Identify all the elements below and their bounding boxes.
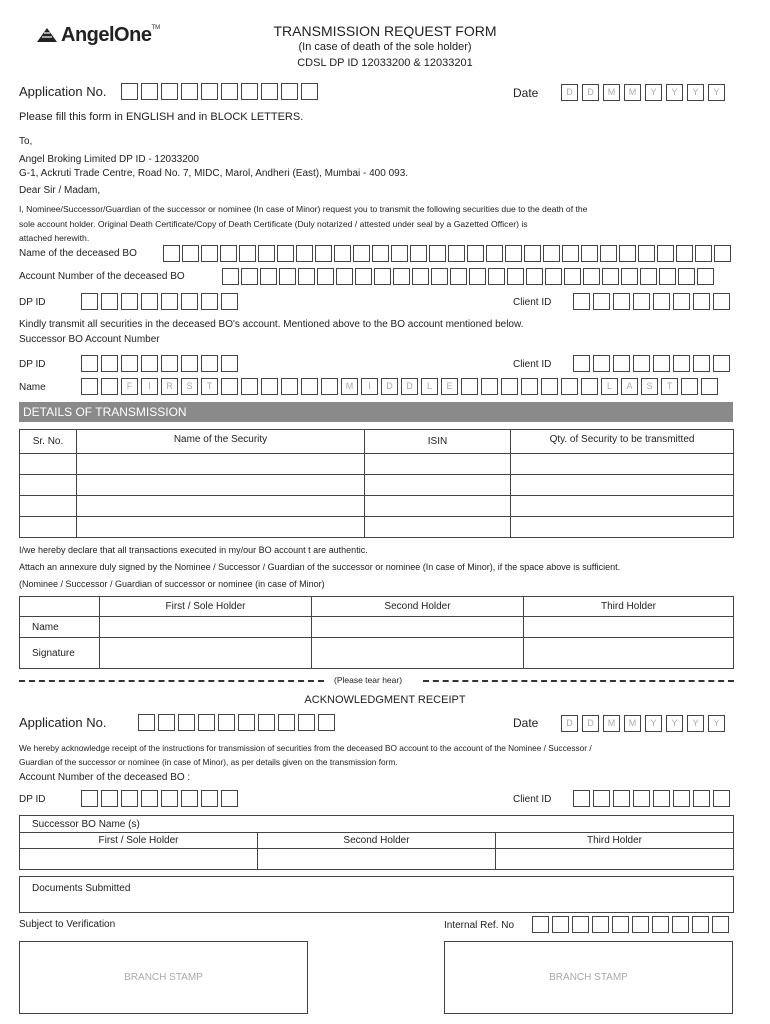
table-cell[interactable] xyxy=(365,454,511,475)
char-box[interactable] xyxy=(101,355,118,372)
ack-title: ACKNOWLEDGMENT RECEIPT xyxy=(304,694,466,706)
char-box[interactable] xyxy=(278,714,295,731)
char-box[interactable] xyxy=(161,293,178,310)
dpid-boxes-2[interactable] xyxy=(81,355,241,372)
col-qty: Qty. of Security to be transmitted xyxy=(511,430,734,454)
holder-signature-cell[interactable] xyxy=(524,638,734,669)
char-box[interactable] xyxy=(222,268,239,285)
char-box[interactable] xyxy=(633,790,650,807)
char-box[interactable] xyxy=(613,790,630,807)
holder-name-cell[interactable] xyxy=(524,617,734,638)
char-box[interactable] xyxy=(561,378,578,395)
char-box[interactable] xyxy=(121,355,138,372)
table-cell[interactable] xyxy=(77,475,365,496)
internal-ref-boxes[interactable] xyxy=(532,916,732,933)
logo-text: AngelOne xyxy=(61,23,152,46)
char-box[interactable] xyxy=(701,378,718,395)
client-id-label-1: Client ID xyxy=(513,297,552,308)
char-box[interactable] xyxy=(221,355,238,372)
holders-corner-cell xyxy=(20,597,100,617)
char-box[interactable] xyxy=(353,245,370,262)
char-box[interactable] xyxy=(676,245,693,262)
char-box[interactable] xyxy=(429,245,446,262)
branch-stamp-left-label: BRANCH STAMP xyxy=(124,972,203,983)
char-box[interactable] xyxy=(241,268,258,285)
char-box[interactable] xyxy=(695,245,712,262)
char-box[interactable] xyxy=(431,268,448,285)
char-box[interactable]: D xyxy=(401,378,418,395)
transmission-section-title: DETAILS OF TRANSMISSION xyxy=(23,405,187,419)
char-box[interactable]: M xyxy=(624,715,641,732)
char-box[interactable] xyxy=(633,355,650,372)
char-box[interactable] xyxy=(526,268,543,285)
char-box[interactable] xyxy=(201,293,218,310)
char-box[interactable]: A xyxy=(621,378,638,395)
char-box[interactable] xyxy=(505,245,522,262)
table-cell[interactable] xyxy=(20,496,77,517)
char-box[interactable] xyxy=(281,83,298,100)
char-box[interactable] xyxy=(161,790,178,807)
char-box[interactable] xyxy=(81,378,98,395)
char-box[interactable]: T xyxy=(661,378,678,395)
char-box[interactable] xyxy=(277,245,294,262)
char-box[interactable] xyxy=(541,378,558,395)
char-box[interactable] xyxy=(201,355,218,372)
char-box[interactable] xyxy=(697,268,714,285)
char-box[interactable] xyxy=(201,790,218,807)
char-box[interactable] xyxy=(673,790,690,807)
date-boxes[interactable] xyxy=(561,84,729,101)
char-box[interactable] xyxy=(241,378,258,395)
dpid-label-2: DP ID xyxy=(19,359,46,370)
ack-application-label: Application No. xyxy=(19,715,107,730)
char-box[interactable] xyxy=(81,790,98,807)
application-label: Application No. xyxy=(19,84,107,99)
deceased-name-boxes[interactable] xyxy=(163,245,733,262)
char-box[interactable] xyxy=(581,378,598,395)
char-box[interactable] xyxy=(673,293,690,310)
table-cell[interactable] xyxy=(511,454,734,475)
char-box[interactable] xyxy=(301,378,318,395)
successor-names-label: Successor BO Name (s) xyxy=(20,816,734,833)
char-box[interactable] xyxy=(181,293,198,310)
char-box[interactable] xyxy=(469,268,486,285)
char-box[interactable] xyxy=(412,268,429,285)
char-box[interactable] xyxy=(298,714,315,731)
salutation: Dear Sir / Madam, xyxy=(19,185,101,196)
char-box[interactable] xyxy=(141,790,158,807)
tear-label: (Please tear hear) xyxy=(334,675,403,685)
holder-signature-cell[interactable] xyxy=(312,638,524,669)
successor-name-cell[interactable] xyxy=(496,849,734,870)
char-box[interactable] xyxy=(678,268,695,285)
transmit-text: Kindly transmit all securities in the deceased BO's account. Mentioned above to the BO account mentioned below. xyxy=(19,319,524,330)
char-box[interactable] xyxy=(318,714,335,731)
char-box[interactable] xyxy=(450,268,467,285)
char-box[interactable] xyxy=(281,378,298,395)
table-row[interactable] xyxy=(20,475,734,496)
char-box[interactable] xyxy=(393,268,410,285)
char-box[interactable] xyxy=(486,245,503,262)
char-box[interactable]: M xyxy=(624,84,641,101)
row-label-signature: Signature xyxy=(20,638,100,669)
char-box[interactable] xyxy=(121,293,138,310)
ack-text-2: Guardian of the successor or nominee (in case of Minor), as per details given on the transmission form. xyxy=(19,757,398,767)
char-box[interactable] xyxy=(261,83,278,100)
char-box[interactable]: Y xyxy=(645,84,662,101)
char-box[interactable]: L xyxy=(601,378,618,395)
char-box[interactable]: Y xyxy=(666,715,683,732)
char-box[interactable] xyxy=(258,245,275,262)
ack-date-boxes[interactable] xyxy=(561,715,729,732)
char-box[interactable] xyxy=(121,790,138,807)
char-box[interactable] xyxy=(161,83,178,100)
char-box[interactable] xyxy=(101,293,118,310)
ack-dpid-boxes[interactable] xyxy=(81,790,241,807)
char-box[interactable] xyxy=(81,293,98,310)
request-text-2: sole account holder. Original Death Certificate/Copy of Death Certificate (Duly notarized / attested under seal by a Gazetted Officer) is xyxy=(19,219,528,229)
char-box[interactable] xyxy=(336,268,353,285)
char-box[interactable]: F xyxy=(121,378,138,395)
char-box[interactable] xyxy=(543,245,560,262)
subject-verification-label: Subject to Verification xyxy=(19,919,116,930)
dpid-label-1: DP ID xyxy=(19,297,46,308)
char-box[interactable] xyxy=(258,714,275,731)
char-box[interactable]: M xyxy=(603,84,620,101)
dpid-boxes-1[interactable] xyxy=(81,293,241,310)
ack-date-label: Date xyxy=(513,716,539,730)
holder-signature-cell[interactable] xyxy=(100,638,312,669)
documents-submitted-label: Documents Submitted xyxy=(32,883,131,894)
char-box[interactable] xyxy=(221,83,238,100)
char-box[interactable] xyxy=(141,355,158,372)
char-box[interactable] xyxy=(672,916,689,933)
transmission-section-header xyxy=(19,402,733,422)
table-cell[interactable] xyxy=(365,496,511,517)
char-box[interactable]: T xyxy=(201,378,218,395)
char-box[interactable]: R xyxy=(161,378,178,395)
char-box[interactable] xyxy=(201,83,218,100)
address-line-1: Angel Broking Limited DP ID - 12033200 xyxy=(19,154,199,165)
tear-line-left xyxy=(19,680,324,682)
char-box[interactable]: M xyxy=(603,715,620,732)
char-box[interactable] xyxy=(461,378,478,395)
ack-client-id-boxes[interactable] xyxy=(573,790,733,807)
char-box[interactable]: D xyxy=(582,715,599,732)
documents-submitted-box[interactable] xyxy=(19,876,734,913)
table-cell[interactable] xyxy=(20,454,77,475)
ack-application-boxes[interactable] xyxy=(138,714,338,731)
char-box[interactable] xyxy=(713,293,730,310)
char-box[interactable] xyxy=(241,83,258,100)
char-box[interactable] xyxy=(260,268,277,285)
char-box[interactable] xyxy=(693,293,710,310)
char-box[interactable] xyxy=(713,790,730,807)
form-title: TRANSMISSION REQUEST FORM xyxy=(273,23,497,39)
char-box[interactable] xyxy=(488,268,505,285)
char-box[interactable] xyxy=(572,916,589,933)
row-label-name: Name xyxy=(20,617,100,638)
branch-stamp-left xyxy=(19,941,308,1014)
char-box[interactable]: S xyxy=(641,378,658,395)
char-box[interactable]: Y xyxy=(687,715,704,732)
branch-stamp-right-label: BRANCH STAMP xyxy=(549,972,628,983)
char-box[interactable] xyxy=(161,355,178,372)
declaration-line-3: (Nominee / Successor / Guardian of successor or nominee (in case of Minor) xyxy=(19,579,325,589)
char-box[interactable]: Y xyxy=(666,84,683,101)
char-box[interactable] xyxy=(141,83,158,100)
char-box[interactable] xyxy=(714,245,731,262)
char-box[interactable] xyxy=(481,378,498,395)
char-box[interactable] xyxy=(600,245,617,262)
char-box[interactable]: L xyxy=(421,378,438,395)
client-id-boxes-2[interactable] xyxy=(573,355,733,372)
char-box[interactable] xyxy=(693,355,710,372)
table-row[interactable] xyxy=(20,454,734,475)
char-box[interactable] xyxy=(621,268,638,285)
table-cell[interactable] xyxy=(20,517,77,538)
client-id-boxes-1[interactable] xyxy=(573,293,733,310)
char-box[interactable] xyxy=(532,916,549,933)
char-box[interactable] xyxy=(602,268,619,285)
holder-name-cell[interactable] xyxy=(100,617,312,638)
ack-text-1: We hereby acknowledge receipt of the instructions for transmission of securities from the deceased BO account to the account of the Nominee / Successor / xyxy=(19,743,592,753)
char-box[interactable] xyxy=(301,83,318,100)
transmission-table xyxy=(19,429,734,538)
char-box[interactable] xyxy=(653,355,670,372)
char-box[interactable]: M xyxy=(341,378,358,395)
char-box[interactable] xyxy=(138,714,155,731)
char-box[interactable] xyxy=(652,916,669,933)
char-box[interactable] xyxy=(593,293,610,310)
branch-stamp-right xyxy=(444,941,733,1014)
char-box[interactable] xyxy=(564,268,581,285)
char-box[interactable] xyxy=(81,355,98,372)
char-box[interactable] xyxy=(583,268,600,285)
col-first-holder: First / Sole Holder xyxy=(100,597,312,617)
successor-name-boxes[interactable] xyxy=(81,378,721,395)
char-box[interactable] xyxy=(181,83,198,100)
char-box[interactable] xyxy=(321,378,338,395)
char-box[interactable] xyxy=(218,714,235,731)
char-box[interactable] xyxy=(619,245,636,262)
char-box[interactable] xyxy=(334,245,351,262)
char-box[interactable]: Y xyxy=(708,84,725,101)
application-number-boxes[interactable] xyxy=(121,83,321,100)
table-cell[interactable] xyxy=(20,475,77,496)
char-box[interactable] xyxy=(448,245,465,262)
char-box[interactable] xyxy=(221,378,238,395)
char-box[interactable] xyxy=(521,378,538,395)
tear-line-right xyxy=(423,680,734,682)
char-box[interactable] xyxy=(640,268,657,285)
col-isin: ISIN xyxy=(365,430,511,454)
ack-deceased-account-label: Account Number of the deceased BO : xyxy=(19,772,191,783)
successor-name-cell[interactable] xyxy=(20,849,258,870)
table-row[interactable] xyxy=(20,517,734,538)
char-box[interactable]: E xyxy=(441,378,458,395)
declaration-line-1: I/we hereby declare that all transactions executed in my/our BO account t are authentic. xyxy=(19,545,368,555)
char-box[interactable] xyxy=(296,245,313,262)
declaration-line-2: Attach an annexure duly signed by the Nominee / Successor / Guardian of the successor or nominee (In case of Minor), if the space above is sufficient. xyxy=(19,562,621,572)
char-box[interactable] xyxy=(613,293,630,310)
char-box[interactable] xyxy=(221,293,238,310)
deceased-account-label: Account Number of the deceased BO xyxy=(19,271,185,282)
char-box[interactable] xyxy=(692,916,709,933)
char-box[interactable] xyxy=(657,245,674,262)
char-box[interactable] xyxy=(638,245,655,262)
ack-col-first-holder: First / Sole Holder xyxy=(20,833,258,849)
internal-ref-label: Internal Ref. No xyxy=(444,920,515,931)
ack-col-second-holder: Second Holder xyxy=(258,833,496,849)
char-box[interactable] xyxy=(101,378,118,395)
char-box[interactable]: Y xyxy=(645,715,662,732)
char-box[interactable]: I xyxy=(141,378,158,395)
address-line-2: G-1, Ackruti Trade Centre, Road No. 7, MIDC, Marol, Andheri (East), Mumbai - 400 093. xyxy=(19,168,409,179)
table-cell[interactable] xyxy=(511,517,734,538)
char-box[interactable]: D xyxy=(381,378,398,395)
ack-client-id-label: Client ID xyxy=(513,794,552,805)
ack-dpid-label: DP ID xyxy=(19,794,46,805)
holders-table xyxy=(19,596,734,669)
char-box[interactable]: D xyxy=(561,715,578,732)
char-box[interactable] xyxy=(121,83,138,100)
char-box[interactable] xyxy=(315,245,332,262)
char-box[interactable] xyxy=(681,378,698,395)
char-box[interactable] xyxy=(552,916,569,933)
char-box[interactable] xyxy=(507,268,524,285)
table-cell[interactable] xyxy=(77,454,365,475)
char-box[interactable] xyxy=(467,245,484,262)
char-box[interactable] xyxy=(239,245,256,262)
char-box[interactable] xyxy=(693,790,710,807)
table-cell[interactable] xyxy=(77,496,365,517)
char-box[interactable] xyxy=(612,916,629,933)
char-box[interactable] xyxy=(501,378,518,395)
to-text: To, xyxy=(19,136,33,147)
table-cell[interactable] xyxy=(365,517,511,538)
char-box[interactable] xyxy=(238,714,255,731)
table-cell[interactable] xyxy=(365,475,511,496)
char-box[interactable] xyxy=(593,355,610,372)
char-box[interactable] xyxy=(201,245,218,262)
char-box[interactable] xyxy=(562,245,579,262)
char-box[interactable] xyxy=(163,245,180,262)
table-cell[interactable] xyxy=(511,475,734,496)
deceased-name-label: Name of the deceased BO xyxy=(19,248,137,259)
char-box[interactable] xyxy=(712,916,729,933)
char-box[interactable] xyxy=(158,714,175,731)
char-box[interactable] xyxy=(653,293,670,310)
char-box[interactable] xyxy=(178,714,195,731)
char-box[interactable] xyxy=(592,916,609,933)
char-box[interactable] xyxy=(221,790,238,807)
char-box[interactable] xyxy=(573,293,590,310)
char-box[interactable] xyxy=(198,714,215,731)
char-box[interactable] xyxy=(545,268,562,285)
ack-col-third-holder: Third Holder xyxy=(496,833,734,849)
successor-account-label: Successor BO Account Number xyxy=(19,334,160,345)
char-box[interactable]: D xyxy=(561,84,578,101)
col-third-holder: Third Holder xyxy=(524,597,734,617)
char-box[interactable] xyxy=(261,378,278,395)
char-box[interactable] xyxy=(181,790,198,807)
char-box[interactable] xyxy=(653,790,670,807)
char-box[interactable] xyxy=(220,245,237,262)
char-box[interactable] xyxy=(101,790,118,807)
request-text-1: I, Nominee/Successor/Guardian of the successor or nominee (In case of Minor) request you to transmit the following securities due to the death of the xyxy=(19,204,588,214)
char-box[interactable] xyxy=(593,790,610,807)
char-box[interactable] xyxy=(573,790,590,807)
char-box[interactable] xyxy=(581,245,598,262)
col-security-name: Name of the Security xyxy=(77,430,365,454)
col-second-holder: Second Holder xyxy=(312,597,524,617)
char-box[interactable] xyxy=(181,355,198,372)
deceased-account-boxes[interactable] xyxy=(222,268,716,285)
client-id-label-2: Client ID xyxy=(513,359,552,370)
char-box[interactable] xyxy=(659,268,676,285)
form-subtitle: (In case of death of the sole holder) xyxy=(298,41,472,53)
char-box[interactable] xyxy=(573,355,590,372)
char-box[interactable]: I xyxy=(361,378,378,395)
char-box[interactable] xyxy=(633,293,650,310)
char-box[interactable] xyxy=(410,245,427,262)
table-cell[interactable] xyxy=(77,517,365,538)
instruction-text: Please fill this form in ENGLISH and in BLOCK LETTERS. xyxy=(19,111,304,123)
char-box[interactable] xyxy=(713,355,730,372)
col-sr-no: Sr. No. xyxy=(20,430,77,454)
char-box[interactable] xyxy=(355,268,372,285)
char-box[interactable] xyxy=(673,355,690,372)
char-box[interactable] xyxy=(613,355,630,372)
request-text-3: attached herewith. xyxy=(19,233,90,243)
table-row[interactable] xyxy=(20,496,734,517)
char-box[interactable] xyxy=(141,293,158,310)
name-label: Name xyxy=(19,382,46,393)
dp-id-line: CDSL DP ID 12033200 & 12033201 xyxy=(297,57,473,69)
successor-names-table xyxy=(19,815,734,870)
holder-name-cell[interactable] xyxy=(312,617,524,638)
char-box[interactable]: Y xyxy=(687,84,704,101)
table-cell[interactable] xyxy=(511,496,734,517)
successor-name-cell[interactable] xyxy=(258,849,496,870)
char-box[interactable] xyxy=(279,268,296,285)
char-box[interactable] xyxy=(298,268,315,285)
trademark-icon: TM xyxy=(151,25,161,31)
char-box[interactable] xyxy=(372,245,389,262)
char-box[interactable] xyxy=(632,916,649,933)
date-label: Date xyxy=(513,86,539,100)
char-box[interactable] xyxy=(391,245,408,262)
char-box[interactable]: D xyxy=(582,84,599,101)
char-box[interactable] xyxy=(374,268,391,285)
char-box[interactable] xyxy=(524,245,541,262)
char-box[interactable]: S xyxy=(181,378,198,395)
char-box[interactable]: Y xyxy=(708,715,725,732)
char-box[interactable] xyxy=(317,268,334,285)
char-box[interactable] xyxy=(182,245,199,262)
